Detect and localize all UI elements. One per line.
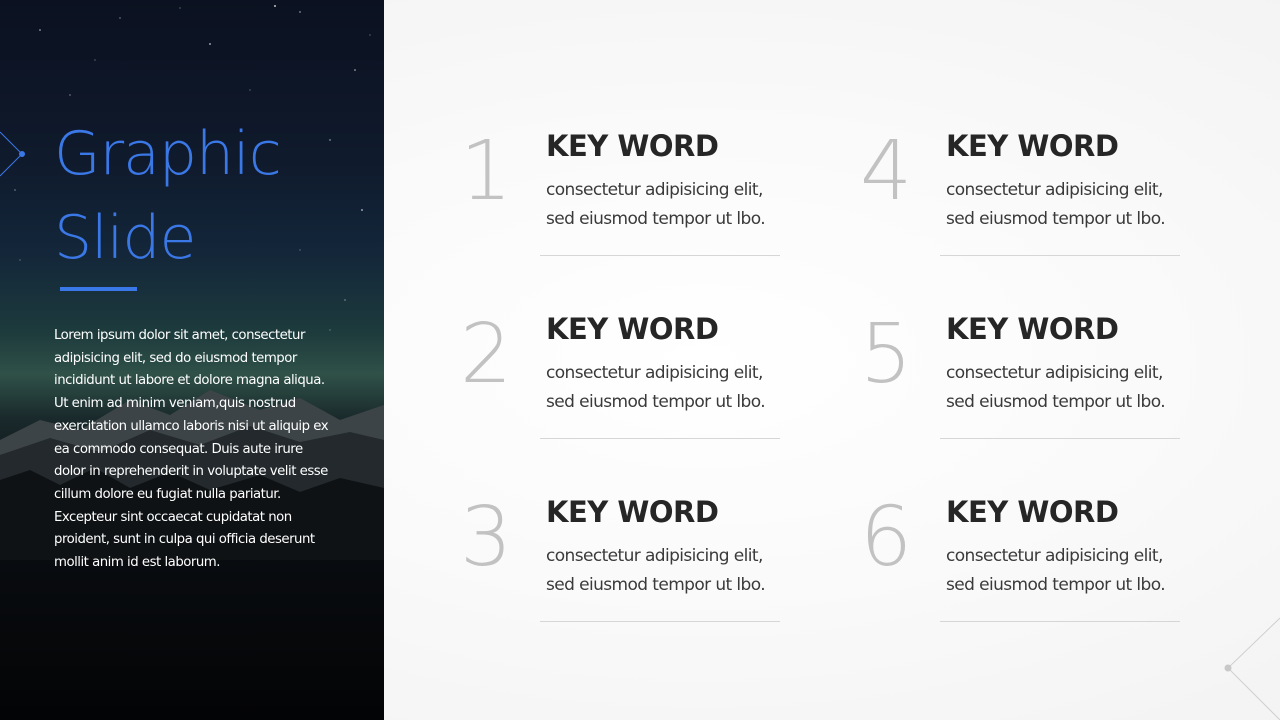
title-line-2: Slide <box>54 203 196 273</box>
item-description-line-2: sed eiusmod tempor ut lbo. <box>946 392 1166 412</box>
item-description <box>946 542 1196 600</box>
item-number: 2 <box>460 307 513 402</box>
item-keyword: KEY WORD <box>546 312 719 346</box>
title-line-1: Graphic <box>54 119 281 189</box>
item-number: 1 <box>460 124 513 219</box>
item-description <box>546 542 796 600</box>
slide-title <box>54 112 374 280</box>
item-number: 4 <box>860 124 913 219</box>
item-keyword: KEY WORD <box>546 129 719 163</box>
item-description <box>546 359 796 417</box>
item-number: 3 <box>460 490 513 585</box>
item-keyword: KEY WORD <box>946 312 1119 346</box>
diamond-connector-icon <box>0 130 40 180</box>
item-description-line-1: consectetur adipisicing elit, <box>546 363 763 383</box>
list-item <box>860 305 1190 455</box>
item-divider <box>540 621 780 622</box>
item-divider <box>940 255 1180 256</box>
list-item <box>460 305 790 455</box>
list-item <box>860 122 1190 272</box>
list-item <box>460 488 790 638</box>
item-description-line-2: sed eiusmod tempor ut lbo. <box>546 392 766 412</box>
item-number: 5 <box>860 307 913 402</box>
item-description-line-2: sed eiusmod tempor ut lbo. <box>546 209 766 229</box>
item-description <box>946 359 1196 417</box>
title-underline <box>60 287 137 291</box>
item-divider <box>540 255 780 256</box>
body-paragraph: Lorem ipsum dolor sit amet, consectetur adipisicing elit, sed do eiusmod tempor incididunt ut labore et dolore magna aliqua. Ut enim ad minim veniam,quis nostrud exercitation ullamco laboris nisi ut aliquip ex ea commodo consequat. Duis aute irure dolor in reprehenderit in voluptate velit esse cillum dolore eu fugiat nulla pariatur. Excepteur sint occaecat cupidatat non proident, sunt in culpa qui officia deserunt mollit anim id est laborum. <box>54 328 329 571</box>
item-description-line-2: sed eiusmod tempor ut lbo. <box>946 209 1166 229</box>
item-description-line-1: consectetur adipisicing elit, <box>946 180 1163 200</box>
item-description <box>546 176 796 234</box>
list-item <box>460 122 790 272</box>
corner-line-decoration <box>1220 610 1280 720</box>
item-keyword: KEY WORD <box>546 495 719 529</box>
item-description-line-2: sed eiusmod tempor ut lbo. <box>546 575 766 595</box>
list-item <box>860 488 1190 638</box>
item-divider <box>940 621 1180 622</box>
item-description-line-1: consectetur adipisicing elit, <box>946 546 1163 566</box>
item-number: 6 <box>860 490 913 585</box>
item-description-line-1: consectetur adipisicing elit, <box>546 546 763 566</box>
item-description-line-1: consectetur adipisicing elit, <box>946 363 1163 383</box>
item-divider <box>940 438 1180 439</box>
item-divider <box>540 438 780 439</box>
item-keyword: KEY WORD <box>946 129 1119 163</box>
night-sky-photo <box>0 0 384 720</box>
item-description <box>946 176 1196 234</box>
item-description-line-2: sed eiusmod tempor ut lbo. <box>946 575 1166 595</box>
item-description-line-1: consectetur adipisicing elit, <box>546 180 763 200</box>
item-keyword: KEY WORD <box>946 495 1119 529</box>
